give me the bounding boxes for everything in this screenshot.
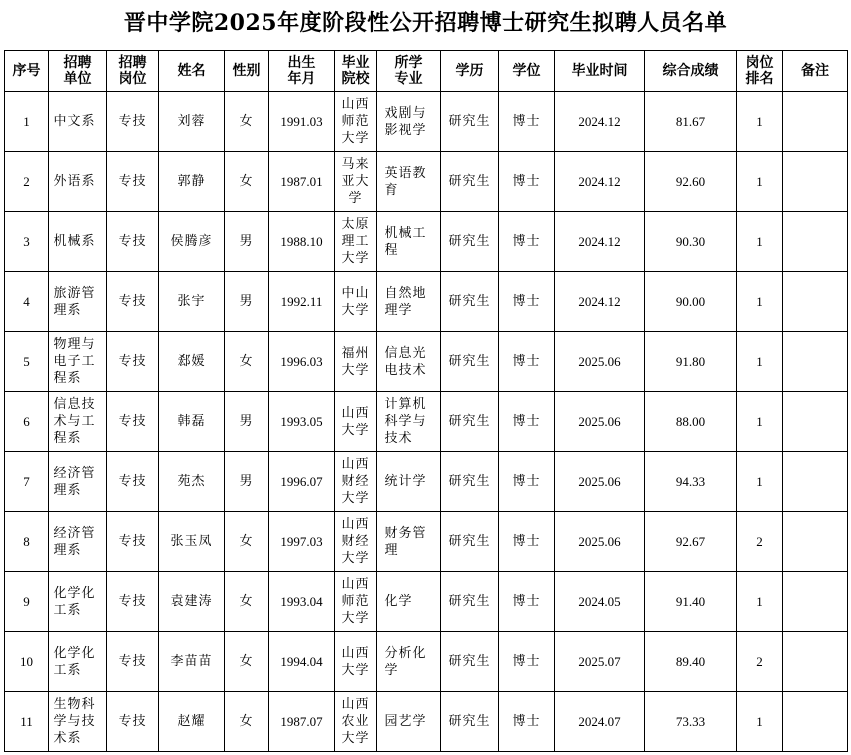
- col-birth-header-text: 出生年月: [287, 55, 316, 87]
- col-unit-header-text: 招聘单位: [63, 55, 92, 87]
- col-major-cell: [377, 92, 441, 152]
- col-post-cell: 专技: [107, 632, 159, 692]
- col-major-text: 化学: [384, 594, 413, 609]
- col-score-cell: 92.67: [645, 512, 737, 572]
- col-rank-cell: 1: [737, 572, 783, 632]
- col-unit-cell: [49, 512, 107, 572]
- col-school-text: 福州大学: [341, 345, 370, 378]
- col-index-cell: 6: [5, 392, 49, 452]
- col-gender-header: 性别: [225, 51, 269, 92]
- col-rank-header-text: 岗位排名: [745, 55, 774, 87]
- col-gender-cell: 女: [225, 572, 269, 632]
- col-major-text: 统计学: [384, 474, 427, 489]
- col-major-cell: [377, 392, 441, 452]
- col-index-cell: 7: [5, 452, 49, 512]
- col-birth-cell: 1991.03: [269, 92, 335, 152]
- table-row: [5, 212, 848, 272]
- col-major-cell: [377, 572, 441, 632]
- col-degree-cell: 博士: [499, 272, 555, 332]
- col-birth-cell: 1994.04: [269, 632, 335, 692]
- col-post-cell: 专技: [107, 152, 159, 212]
- col-birth-cell: 1987.01: [269, 152, 335, 212]
- col-score-cell: 92.60: [645, 152, 737, 212]
- col-unit-text: 信息技术与工程系: [53, 397, 96, 446]
- col-unit-cell: [49, 632, 107, 692]
- col-school-text: 山西财经大学: [341, 457, 370, 506]
- col-score-cell: 73.33: [645, 692, 737, 752]
- col-major-header-text: 所学专业: [394, 55, 423, 87]
- col-remark-cell: [783, 452, 848, 512]
- col-score-cell: 91.40: [645, 572, 737, 632]
- col-grad-time-cell: 2025.06: [555, 392, 645, 452]
- col-major-text: 信息光电技术: [384, 345, 427, 378]
- col-name-cell: 张玉凤: [159, 512, 225, 572]
- col-education-cell: 研究生: [441, 512, 499, 572]
- col-degree-cell: 博士: [499, 512, 555, 572]
- col-birth-cell: 1988.10: [269, 212, 335, 272]
- col-school-cell: [335, 152, 377, 212]
- col-major-cell: [377, 272, 441, 332]
- col-unit-text: 化学化工系: [53, 585, 96, 618]
- col-education-cell: 研究生: [441, 392, 499, 452]
- table-row: [5, 632, 848, 692]
- col-degree-cell: 博士: [499, 392, 555, 452]
- page-title: 晋中学院2025年度阶段性公开招聘博士研究生拟聘人员名单: [123, 10, 728, 36]
- col-birth-cell: 1993.04: [269, 572, 335, 632]
- col-post-cell: 专技: [107, 452, 159, 512]
- col-index-cell: 9: [5, 572, 49, 632]
- col-score-cell: 89.40: [645, 632, 737, 692]
- col-grad-time-cell: 2024.12: [555, 92, 645, 152]
- table-row: [5, 452, 848, 512]
- col-school-text: 山西师范大学: [341, 97, 370, 146]
- table-row: [5, 152, 848, 212]
- table-row: [5, 692, 848, 752]
- col-degree-cell: 博士: [499, 452, 555, 512]
- col-major-cell: [377, 632, 441, 692]
- col-education-cell: 研究生: [441, 332, 499, 392]
- col-birth-cell: 1987.07: [269, 692, 335, 752]
- col-major-text: 分析化学: [384, 645, 427, 678]
- col-post-header: [107, 51, 159, 92]
- col-rank-cell: 1: [737, 392, 783, 452]
- col-education-cell: 研究生: [441, 212, 499, 272]
- col-unit-text: 物理与电子工程系: [53, 337, 96, 386]
- col-major-text: 英语教育: [384, 165, 427, 198]
- col-unit-text: 旅游管理系: [53, 285, 96, 318]
- col-name-header: 姓名: [159, 51, 225, 92]
- col-name-cell: 袁建涛: [159, 572, 225, 632]
- col-index-cell: 4: [5, 272, 49, 332]
- col-remark-cell: [783, 212, 848, 272]
- col-post-cell: 专技: [107, 392, 159, 452]
- col-birth-cell: 1996.07: [269, 452, 335, 512]
- col-score-cell: 90.30: [645, 212, 737, 272]
- header-row: [5, 51, 848, 92]
- col-index-cell: 3: [5, 212, 49, 272]
- col-major-cell: [377, 212, 441, 272]
- col-rank-cell: 2: [737, 512, 783, 572]
- candidate-table: [4, 50, 848, 752]
- col-rank-cell: 1: [737, 92, 783, 152]
- col-name-cell: 侯腾彦: [159, 212, 225, 272]
- col-remark-cell: [783, 152, 848, 212]
- col-name-cell: 赵耀: [159, 692, 225, 752]
- col-education-cell: 研究生: [441, 152, 499, 212]
- table-body: [5, 92, 848, 752]
- col-school-cell: [335, 452, 377, 512]
- col-name-cell: 郄媛: [159, 332, 225, 392]
- col-remark-header: 备注: [783, 51, 848, 92]
- col-birth-cell: 1993.05: [269, 392, 335, 452]
- col-education-cell: 研究生: [441, 632, 499, 692]
- col-major-text: 财务管理: [384, 525, 427, 558]
- col-school-cell: [335, 572, 377, 632]
- col-rank-cell: 1: [737, 152, 783, 212]
- col-post-cell: 专技: [107, 692, 159, 752]
- col-unit-cell: [49, 332, 107, 392]
- col-unit-text: 机械系: [53, 234, 96, 249]
- col-education-cell: 研究生: [441, 272, 499, 332]
- col-gender-cell: 女: [225, 152, 269, 212]
- col-rank-cell: 1: [737, 332, 783, 392]
- col-index-cell: 5: [5, 332, 49, 392]
- col-birth-cell: 1996.03: [269, 332, 335, 392]
- col-score-cell: 91.80: [645, 332, 737, 392]
- col-major-text: 园艺学: [384, 714, 427, 729]
- col-gender-cell: 女: [225, 92, 269, 152]
- col-school-text: 山西财经大学: [341, 517, 370, 566]
- col-degree-cell: 博士: [499, 332, 555, 392]
- col-school-text: 太原理工大学: [341, 217, 370, 266]
- col-index-cell: 11: [5, 692, 49, 752]
- col-school-cell: [335, 512, 377, 572]
- col-unit-text: 化学化工系: [53, 645, 96, 678]
- col-name-cell: 刘蓉: [159, 92, 225, 152]
- col-degree-cell: 博士: [499, 632, 555, 692]
- col-education-cell: 研究生: [441, 452, 499, 512]
- col-school-text: 山西师范大学: [341, 577, 370, 626]
- col-school-header-text: 毕业院校: [341, 55, 370, 87]
- col-school-text: 山西大学: [341, 405, 370, 438]
- col-post-cell: 专技: [107, 512, 159, 572]
- col-unit-text: 外语系: [53, 174, 96, 189]
- col-unit-cell: [49, 152, 107, 212]
- col-major-cell: [377, 152, 441, 212]
- col-unit-cell: [49, 392, 107, 452]
- col-school-cell: [335, 392, 377, 452]
- col-birth-cell: 1992.11: [269, 272, 335, 332]
- col-major-header: [377, 51, 441, 92]
- col-school-cell: [335, 332, 377, 392]
- col-unit-text: 经济管理系: [53, 525, 96, 558]
- col-grad-time-cell: 2024.12: [555, 272, 645, 332]
- col-grad-time-cell: 2024.05: [555, 572, 645, 632]
- col-grad-time-cell: 2025.06: [555, 452, 645, 512]
- col-major-text: 自然地理学: [384, 285, 427, 318]
- col-gender-cell: 男: [225, 212, 269, 272]
- table-row: [5, 332, 848, 392]
- col-degree-cell: 博士: [499, 572, 555, 632]
- col-school-text: 山西大学: [341, 645, 370, 678]
- col-post-cell: 专技: [107, 272, 159, 332]
- col-unit-cell: [49, 452, 107, 512]
- col-index-header: 序号: [5, 51, 49, 92]
- table-row: [5, 392, 848, 452]
- col-name-cell: 郭静: [159, 152, 225, 212]
- col-index-cell: 2: [5, 152, 49, 212]
- col-rank-header: [737, 51, 783, 92]
- col-post-cell: 专技: [107, 212, 159, 272]
- col-gender-cell: 男: [225, 272, 269, 332]
- col-remark-cell: [783, 512, 848, 572]
- col-rank-cell: 1: [737, 452, 783, 512]
- col-name-cell: 李苗苗: [159, 632, 225, 692]
- col-rank-cell: 2: [737, 632, 783, 692]
- table-row: [5, 272, 848, 332]
- col-school-header: [335, 51, 377, 92]
- col-degree-cell: 博士: [499, 692, 555, 752]
- col-remark-cell: [783, 92, 848, 152]
- col-school-cell: [335, 92, 377, 152]
- col-score-cell: 81.67: [645, 92, 737, 152]
- col-index-cell: 8: [5, 512, 49, 572]
- col-major-text: 机械工程: [384, 225, 427, 258]
- col-index-cell: 10: [5, 632, 49, 692]
- col-grad-time-cell: 2025.06: [555, 512, 645, 572]
- col-major-cell: [377, 512, 441, 572]
- col-unit-header: [49, 51, 107, 92]
- col-unit-cell: [49, 692, 107, 752]
- col-rank-cell: 1: [737, 272, 783, 332]
- col-grad-time-cell: 2025.06: [555, 332, 645, 392]
- col-post-cell: 专技: [107, 572, 159, 632]
- col-remark-cell: [783, 392, 848, 452]
- col-grad-time-cell: 2024.12: [555, 212, 645, 272]
- col-rank-cell: 1: [737, 692, 783, 752]
- col-unit-cell: [49, 272, 107, 332]
- col-rank-cell: 1: [737, 212, 783, 272]
- col-remark-cell: [783, 632, 848, 692]
- col-education-cell: 研究生: [441, 572, 499, 632]
- col-grad-time-header: 毕业时间: [555, 51, 645, 92]
- col-degree-cell: 博士: [499, 92, 555, 152]
- col-score-cell: 94.33: [645, 452, 737, 512]
- col-unit-cell: [49, 212, 107, 272]
- col-degree-cell: 博士: [499, 152, 555, 212]
- col-score-cell: 90.00: [645, 272, 737, 332]
- col-post-cell: 专技: [107, 332, 159, 392]
- table-row: [5, 512, 848, 572]
- col-name-cell: 苑杰: [159, 452, 225, 512]
- col-index-cell: 1: [5, 92, 49, 152]
- col-major-text: 戏剧与影视学: [384, 105, 427, 138]
- col-remark-cell: [783, 332, 848, 392]
- col-grad-time-cell: 2025.07: [555, 632, 645, 692]
- col-score-header: 综合成绩: [645, 51, 737, 92]
- col-gender-cell: 女: [225, 512, 269, 572]
- col-unit-text: 中文系: [53, 114, 96, 129]
- col-education-header: 学历: [441, 51, 499, 92]
- col-remark-cell: [783, 272, 848, 332]
- col-gender-cell: 男: [225, 392, 269, 452]
- col-school-cell: [335, 692, 377, 752]
- col-degree-header: 学位: [499, 51, 555, 92]
- col-score-cell: 88.00: [645, 392, 737, 452]
- col-major-cell: [377, 452, 441, 512]
- col-unit-cell: [49, 572, 107, 632]
- col-major-cell: [377, 332, 441, 392]
- col-unit-text: 经济管理系: [53, 465, 96, 498]
- table-row: [5, 92, 848, 152]
- col-major-cell: [377, 692, 441, 752]
- col-school-cell: [335, 212, 377, 272]
- col-unit-cell: [49, 92, 107, 152]
- col-birth-header: [269, 51, 335, 92]
- col-gender-cell: 男: [225, 452, 269, 512]
- col-major-text: 计算机科学与技术: [384, 397, 427, 446]
- col-birth-cell: 1997.03: [269, 512, 335, 572]
- col-grad-time-cell: 2024.12: [555, 152, 645, 212]
- col-education-cell: 研究生: [441, 692, 499, 752]
- col-name-cell: 韩磊: [159, 392, 225, 452]
- col-degree-cell: 博士: [499, 212, 555, 272]
- col-remark-cell: [783, 572, 848, 632]
- col-school-text: 山西农业大学: [341, 697, 370, 746]
- col-school-cell: [335, 272, 377, 332]
- col-gender-cell: 女: [225, 632, 269, 692]
- col-unit-text: 生物科学与技术系: [53, 697, 96, 746]
- col-school-cell: [335, 632, 377, 692]
- col-post-cell: 专技: [107, 92, 159, 152]
- col-remark-cell: [783, 692, 848, 752]
- col-post-header-text: 招聘岗位: [118, 55, 147, 87]
- col-gender-cell: 女: [225, 692, 269, 752]
- col-gender-cell: 女: [225, 332, 269, 392]
- col-school-text: 马来亚大学: [341, 157, 370, 206]
- col-school-text: 中山大学: [341, 285, 370, 318]
- col-name-cell: 张宇: [159, 272, 225, 332]
- col-grad-time-cell: 2024.07: [555, 692, 645, 752]
- col-education-cell: 研究生: [441, 92, 499, 152]
- table-row: [5, 572, 848, 632]
